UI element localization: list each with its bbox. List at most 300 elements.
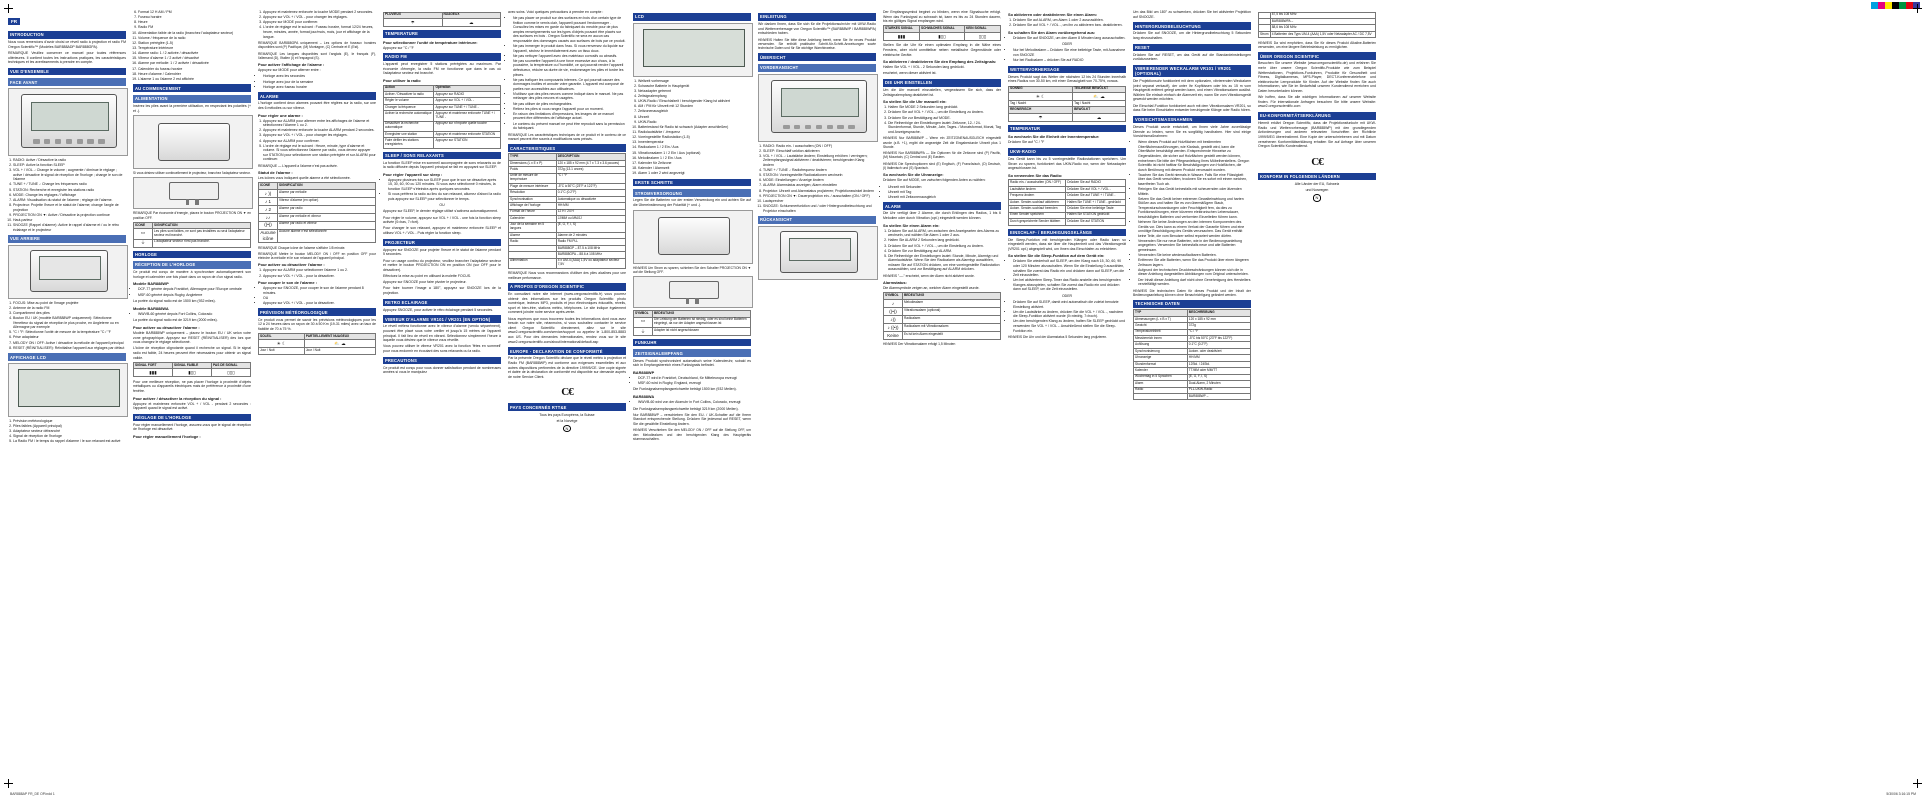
erste-t1: Legen Sie die Batterien vor der ersten Verwendung ein und achten Sie auf die Übereinstimmung der Polarität (+ und -). bbox=[633, 198, 751, 207]
column-fr-alarm bbox=[258, 10, 376, 770]
proj-t6-fr: Pour un usage continu du projecteur, veuillez brancher l'adaptateur secteur et mettre le bouton PROJECTION ON en position ON (sur OFF pour le désactiver). bbox=[383, 258, 501, 272]
table-cell: Vibrationsalarm (optional) bbox=[903, 307, 1001, 315]
list-item: 3. VOL + / VOL -: Lautstärke ändern; Einstellung erhöhen / verringern; Zeitempfangssignal aktivieren / deaktivieren; beruhigenden Klang ändern bbox=[763, 154, 876, 168]
table-header: Opération bbox=[434, 85, 501, 91]
table-header: DESCRIPTION bbox=[556, 154, 625, 160]
section-temperature-fr: TEMPERATURE bbox=[383, 30, 501, 38]
alarme-remark3: REMARQUE Mettre le bouton MELODY ON / OFF en position OFF pour éteindre la mélodie et le son relaxant de l'appareil principal. bbox=[258, 251, 376, 261]
vibration-t1: Die Projektionsuhr funktioniert mit dem optionalen, vibrierenden Weckalarm (wird separat verkauft), der unter Ihr Kopfkissen oder bis zu 15 m vom Hauptgerät entfernt gelegt werden kann, und einen Vibrationsalarm auslöst. Wählen Sie einfach einfach die Alarmzeit ein, wann Sie vom Vibrationsgerät geweckt werden möchten. bbox=[1133, 78, 1251, 102]
list-item: 16. Melodiealarm 1 / 2 Ein / Aus bbox=[638, 156, 751, 161]
subsection-affichage-lcd: AFFICHAGE LCD bbox=[8, 353, 126, 361]
cloudy-icon-de: ☁ bbox=[1073, 113, 1126, 121]
list-item: 11. Radiolautstärke / -frequenz bbox=[638, 130, 751, 135]
table-cell: Alarme bbox=[509, 232, 557, 238]
section-apropos: A PROPOS D'OREGON SCIENTIFIC bbox=[508, 283, 626, 291]
rainy-icon-de: ☂ bbox=[1009, 113, 1073, 121]
section-retro-fr: RETRO ECLAIRAGE bbox=[383, 299, 501, 307]
list-item: 3. Drücken Sie zur Bestätigung auf MODE. bbox=[888, 116, 1001, 121]
section-projecteur-fr: PROJECTEUR bbox=[383, 239, 501, 247]
section-horloge: HORLOGE bbox=[133, 251, 251, 259]
section-uhr-einstellen: DIE UHR EINSTELLEN bbox=[883, 79, 1001, 87]
list-item: 5. °C / °F: Sélectionne l'unité de mesure de la température °C / °F bbox=[13, 330, 126, 335]
table-cell: TT/MM oder MM/TT bbox=[1187, 368, 1250, 374]
uhr-remark2: HINWEIS Nur BAR888WPA — Die Optionen für die Zeitzone sind (P) Pacific, (M) Mountain, (C) Central und (E) Eastern. bbox=[883, 151, 1001, 160]
rear-view-illustration bbox=[8, 245, 128, 299]
table-cell: 88,6 bis 108 MHz bbox=[1270, 25, 1375, 31]
alarme-sub3: Pour activer ou désactiver l'alarme : bbox=[258, 262, 325, 268]
weather-table-de bbox=[1008, 86, 1126, 122]
list-item: 1. RADIO: Active / Désactive la radio bbox=[13, 158, 126, 163]
alarm-icon-table-fr bbox=[258, 182, 376, 243]
de-or: ODER bbox=[1061, 42, 1073, 47]
front-view-illustration-de bbox=[758, 74, 878, 142]
adapter-note: Si vous désirez utiliser continuellement le projecteur, branchez l'adaptateur secteur. bbox=[133, 171, 251, 176]
list-item: 7. Zeitzonenausgleich bbox=[638, 109, 751, 114]
table-cell: Lautstärke ändern bbox=[1009, 186, 1066, 192]
list-item: • DCF-77 génère depuis Frankfort, Allemagne pour l'Europe centrale bbox=[138, 287, 251, 292]
de-alarm-toggle-title: So aktivieren oder deaktivieren Sie einen Alarm: bbox=[1008, 12, 1097, 17]
adapter-off-icon: ⏚ bbox=[134, 239, 153, 247]
list-item: 5. STATION: Voreingestellte Radiostationen wechseln bbox=[763, 173, 876, 178]
table-cell: Affichage de l'horloge bbox=[509, 203, 557, 209]
table-header: SYMBOL bbox=[884, 293, 903, 299]
symbol-meaning-table-de bbox=[633, 310, 751, 336]
n-mark-de: N bbox=[1258, 194, 1376, 201]
list-item: • Uhrzeit mit Sekunden bbox=[888, 185, 1001, 190]
sunny-icon: ☀ ☾ bbox=[259, 340, 305, 348]
table-cell: Wochentag in 5 Sprachen bbox=[1134, 374, 1188, 380]
column-fr-power-clock bbox=[133, 10, 251, 770]
radio-operation-table-fr bbox=[383, 85, 501, 149]
table-cell: 120 x 185 x 92 mm (4.7 x 7.3 x 3.6 pouces) bbox=[556, 160, 625, 166]
table-header: SCHWACHES SIGNAL bbox=[920, 26, 965, 32]
table-cell: Alarm bbox=[1134, 381, 1188, 387]
about-de-t2: Wir hoffen, dass Sie alle wichtigen Informationen auf unserer Website finden. Für internationale Anfragen besuchen Sie bitte unsere Website: www2.oregonscientific.com bbox=[1258, 95, 1376, 109]
column-de-weather-radio bbox=[1008, 10, 1126, 770]
list-item: 6. MODE: Change les réglages / l'affichage bbox=[13, 193, 126, 198]
front-view-illustration bbox=[8, 88, 128, 156]
table-header: BESCHREIBUNG bbox=[1187, 310, 1250, 316]
table-cell: Drücken Sie auf STATION bbox=[1066, 219, 1126, 225]
list-item: • Ne pas nettoyer l'appareil avec des matériaux corrosifs ou abrasifs. bbox=[513, 54, 626, 59]
table-cell: Appuyez et maintenez enfoncée TUNE + / TUNE - bbox=[434, 111, 501, 121]
table-cell: Alarme par mélodie bbox=[278, 189, 376, 197]
proj-t5-fr: Appuyez sur SNOOZE pour projeter l'heure et le statut de l'alarme pendant 5 secondes. bbox=[383, 247, 501, 257]
section-erste-schritte: ERSTE SCHRITTE bbox=[633, 179, 751, 187]
section-europe-conformite: EUROPE - DECLARATION DE CONFORMITÉ bbox=[508, 347, 626, 355]
table-cell: Dual-Alarm, 2 Minuten bbox=[1187, 381, 1250, 387]
ce-mark-de: C€ bbox=[1311, 155, 1323, 168]
list-item: 2. Drücken Sie auf VOL + / VOL -, um ihn zu aktivieren bzw. deaktivieren. bbox=[1013, 23, 1126, 28]
section-eu-konformitaet: EU-KONFORMITÄTSERKLÄRUNG bbox=[1258, 112, 1376, 120]
table-cell: Halten Sie STATION gedrückt bbox=[1066, 212, 1126, 218]
icon-meaning-table-fr bbox=[133, 222, 251, 248]
weather-table-fr-1 bbox=[258, 333, 376, 355]
table-header: STARKES SIGNAL bbox=[884, 26, 920, 32]
table-cell: Drücken Sie eine beliebige Taste bbox=[1066, 206, 1126, 212]
reglage-sub: Pour régler manuellement l'horloge : bbox=[133, 434, 201, 440]
table-cell: Jour / Nuit bbox=[259, 348, 305, 354]
list-item: 19. Alarm 1 oder 2 wird angezeigt bbox=[638, 171, 751, 176]
uhr-t1: Um die Uhr manuell einzustellen, vergewissern Sie sich, dass der Zeitsignalempfang deaktiviert ist. bbox=[883, 88, 1001, 97]
vibration-t2: Die Einschlaf-Funktion funktioniert auch mit dem Vibrationsalarm VR201, so dass Sie beim Einschlafen entweder beruhigende Klänge oder Radio hören. bbox=[1133, 103, 1251, 113]
table-cell: Die Leistung der Batterien ist niedrig, oder es sind keine Batterien eingelegt, da nur der Adapter angeschlossen ist bbox=[653, 317, 751, 327]
sleep-t2-fr: Appuyez sur SLEEP, le dernier réglage utilisé s'activera automatiquement. bbox=[383, 209, 499, 214]
list-item: 1. Appuyez sur ALARM pour alterner entre les affichages de l'alarme et sélectionnez l'Alarme 1 ou 2. bbox=[263, 119, 376, 128]
list-item: 17. Kalender für Zeitzone bbox=[638, 161, 751, 166]
alarm-de-sub2: Alarmstatus: bbox=[883, 280, 907, 286]
table-cell: Autom. oder deaktiviert bbox=[1187, 348, 1250, 354]
list-item: • Um den beruhigenden Klang zu ändern, halten Sie SLEEP gedrückt und verwenden Sie VOL + / VOL -. Anschließend stellen Sie die Sleep-Funktion ein. bbox=[1013, 319, 1126, 333]
list-item: • Horloge avec les secondes bbox=[263, 74, 376, 79]
lcd-illustration-de bbox=[633, 23, 753, 77]
table-cell: Tag / Nacht bbox=[1009, 101, 1073, 107]
hintergrund-t1: Drücken Sie auf SNOOZE, um die Hintergrundbeleuchtung 5 Sekunden lang einzuschalten. bbox=[1133, 31, 1251, 40]
weather-table-fr-2 bbox=[383, 12, 501, 27]
list-item: • Nehmen Sie keine Änderungen an den internen Komponenten des Geräts vor. Dies kann zu einem Verlust der Garantie führen und eine unnötige Beschädigung des Geräts verursachen. Das Gerät enthält keine Teile, die vom Benutzer selbst repariert werden dürfen. bbox=[1138, 220, 1251, 238]
pays-t2: et la Norvège bbox=[556, 418, 578, 423]
list-item: 17. Calendrier du fuseau horaire bbox=[138, 67, 251, 72]
table-cell: Alarme par radio et vibreur bbox=[278, 221, 376, 229]
section-einschlafklaenge: EINSCHLAF- / BERUHIGUNGSKLÄNGE bbox=[1008, 229, 1126, 237]
section-au-commencement: AU COMMENCEMENT bbox=[133, 84, 251, 92]
table-cell: Radio bbox=[1134, 387, 1188, 393]
table-cell: HH:MM bbox=[1187, 355, 1250, 361]
signal-strength-table-fr bbox=[133, 362, 251, 377]
list-item: 12. Voreingestellte Radiostation (1-5) bbox=[638, 135, 751, 140]
reset-t1: Drücken Sie auf RESET, um das Gerät auf die Standardeinstellungen zurückzusetzen. bbox=[1133, 52, 1251, 62]
cloudy-icon: ☁ bbox=[442, 18, 501, 26]
subsection-vue-arriere: VUE ARRIERE bbox=[8, 235, 126, 243]
de-snooze-title: So schalten Sie den Alarm vorübergehend aus: bbox=[1008, 29, 1096, 35]
table-header: SYMBOL bbox=[634, 311, 653, 317]
list-item: • Le contenu du présent manuel ne peut être reproduit sans la permission du fabriquant. bbox=[513, 122, 626, 131]
list-item: 11. SNOOZE: Schlummerfunktion und / oder Hintergrundbeleuchtung und Projektor einschalten bbox=[763, 204, 876, 213]
section-caracteristiques: CARACTERISTIQUES bbox=[508, 144, 626, 152]
table-header: BEDEUTUNG bbox=[653, 311, 751, 317]
table-cell: Auflösung bbox=[1134, 342, 1188, 348]
table-cell: Unité de mesure de température bbox=[509, 173, 557, 183]
table-header: SONNIG bbox=[1009, 86, 1073, 92]
list-item: 6. Format 12 H AM / PM bbox=[138, 10, 251, 15]
einschlaf-or: ODER bbox=[1061, 293, 1073, 298]
list-item: 10. Haut-parleur bbox=[13, 218, 126, 223]
list-item: • Reinigen Sie das Gerät keinesfalls mit scheuernden oder ätzenden Mitteln. bbox=[1138, 187, 1251, 196]
battery-low-icon: ▭ bbox=[134, 229, 153, 239]
intro-p2: REMARQUE Veuillez conserver ce manuel pour toutes références ultérieures. Il contient toutes les instructions pratiques, les caractéristiques techniques et les avertissements à prendre en compte. bbox=[8, 50, 126, 65]
list-item: 4. Bouton EU / UK (modèle BAR888WP uniquement): Sélectionne l'émetteur du signal de réception le plus proche, en Angleterre ou en Allemagne par exemple bbox=[13, 316, 126, 330]
no-alarm-icon-de: Keine bbox=[884, 331, 903, 339]
alarm-display-text: Appuyez sur MODE pour alterner entre : bbox=[258, 68, 321, 73]
erste-remark: HINWEIS Um Strom zu sparen, schieben Sie den Schalter PROJECTION ON ▼ auf die Stellung OFF. bbox=[633, 265, 751, 274]
table-cell: Durch gespeicherte Sender blättern bbox=[1009, 219, 1066, 225]
list-item: • Nur bei Radioalarm – drücken Sie auf RADIO bbox=[1013, 58, 1126, 63]
table-cell: Autom. Sender-suchlauf beenden bbox=[1009, 206, 1066, 212]
alarm-steps bbox=[258, 119, 376, 162]
section-reset-de: RESET bbox=[1133, 44, 1251, 52]
table-cell: Dimensions (L x E x P) bbox=[509, 160, 557, 166]
table-cell: BAR888WP – bbox=[1187, 393, 1250, 399]
list-item: 3. Netzadapter getrennt bbox=[638, 89, 751, 94]
alarme-sub4: Pour couper le son de l'alarme : bbox=[258, 280, 317, 286]
column-fr-radio-sleep bbox=[383, 10, 501, 770]
list-item: 3. Appuyez sur VOL + / VOL - pour changer les réglages. bbox=[263, 133, 376, 138]
table-cell: BAR888GP – 87.5 à 108 MHz bbox=[556, 245, 625, 251]
wetter-t1: Dieses Produkt sagt das Wetter der nächsten 12 bis 24 Stunden innerhalb eines Radius von 30-50 km, mit einer Genauigkeit von 70-75%, voraus. bbox=[1008, 74, 1126, 84]
alarme-t1: L'horloge contient deux alarmes pouvant être réglées sur la radio, sur une des 6 mélodies ou sur vibreur. bbox=[258, 101, 376, 110]
list-item: • Setzen Sie das Gerät keiner extremen Gewalteinwirkung und harten Stößen aus und halten Sie es von übermäßigem Staub, Temperaturschwankungen oder Feuchtigkeit fern, da dies zu Funktionsstörungen, einer kürzeren elektronischen Lebensdauer, beschädigten Batterien und verformten Einzelteilen führen kann. bbox=[1138, 197, 1251, 220]
section-hintergrundbeleuchtung: HINTERGRUNDBELEUCHTUNG bbox=[1133, 22, 1251, 30]
de-signal-sub1: So aktivieren / deaktivieren Sie den Empfang des Zeitsignals: bbox=[883, 59, 997, 65]
table-cell: Appuyez sur n'importe quelle touche bbox=[434, 121, 501, 131]
list-item: 9. PROJECTION ON ▼: Active / Désactive la projection continue bbox=[13, 213, 126, 218]
table-header: SIGNIFICATION bbox=[278, 183, 376, 189]
table-header: SIGNIFICATION bbox=[153, 222, 251, 228]
table-cell: Drücken Sie auf RADIO bbox=[1066, 180, 1126, 186]
sleep-sub-fr: Pour régler l'appareil sur sleep : bbox=[383, 171, 443, 177]
subsection-zeitsignalempfang: ZEITSIGNALEMPFANG bbox=[633, 349, 751, 357]
alimentation-text: Insérez les piles avant la première utilisation, en respectant les polarités (+ et -). bbox=[133, 104, 251, 113]
list-item: 1. RADIO: Radio ein- / ausschalten (ON / OFF) bbox=[763, 144, 876, 149]
list-item: 1. Appuyez et maintenez enfoncée la touche MODE pendant 2 secondes. bbox=[263, 10, 376, 15]
table-cell: 0.1°C (0.2°F) bbox=[556, 190, 625, 196]
column-de-about bbox=[1258, 10, 1376, 770]
table-header: PARTIELLEMENT NUAGEUX bbox=[304, 333, 375, 339]
list-item: • Ne pas placer ce produit sur des surfaces en bois d'un certain type de finition comme le vernis clair, l'appareil pouvant l'endommager . Consultez les mises en garde du fabriquant du meuble pour de plus amples renseignements sur les types d'objets pouvant être placés sur des surfaces en bois . Oregon Scientific ne sera en aucun cas responsable des dommages causés aux surfaces de bois par ce produit. bbox=[513, 16, 626, 43]
list-item: 2. Halten Sie ALARM 2 Sekunden lang gedrückt. bbox=[888, 238, 1001, 243]
radio-vibration-icon: ((•)) bbox=[259, 221, 278, 229]
table-header: ICONE bbox=[259, 183, 278, 189]
de-battery-remark: HINWEIS Da wird empfohlen, dass Sie für dieses Produkt Alkaline-Batterien verwenden, um eine längere Betriebsleistung zu ermöglichen. bbox=[1258, 40, 1376, 50]
europe-t1: Par la présente Oregon Scientific déclare que le réveil météo à projection et Radio FM (BAR888WP) est conforme aux exigences essentielles et aux autres dispositions pertinentes de la directive 1999/5/CE. Une copie signée et datée de la déclaration de conformité est disponible sur demande auprès de notre Service Client. bbox=[508, 356, 626, 379]
einschlaf-sub: So stellen Sie die Sleep-Funktion auf dem Gerät ein: bbox=[1008, 253, 1105, 259]
melody-vibration-icon: ♪♪ bbox=[259, 213, 278, 221]
signal-strength-table-de bbox=[883, 25, 1001, 40]
list-item: 5. UKW-Radio / Einschlafzeit / beruhigender Klang ist aktiviert bbox=[638, 99, 751, 104]
horloge-sub2: Pour activer ou désactiver l'alarme : bbox=[133, 324, 200, 330]
partly-cloudy-icon-de: ⛅ ☁ bbox=[1073, 93, 1126, 101]
freq-table-de bbox=[1258, 12, 1376, 39]
list-item: 16. Alarme par mélodie: 1 / 2 activée / désactivée bbox=[138, 61, 251, 66]
no-alarm-icon: Aucune icône bbox=[260, 230, 276, 241]
table-cell: Strom bbox=[1259, 31, 1271, 37]
list-item: • Si vous préférez la radio au lieu du son relaxant, allumez d'abord la radio puis appuyez sur SLEEP pour sélectionner le temps. bbox=[388, 192, 501, 201]
alarm-display-title: Pour activer l'affichage de l'alarme : bbox=[258, 62, 325, 68]
adapter-illustration bbox=[133, 177, 253, 209]
alarme-sub1: Pour régler une alarme : bbox=[258, 112, 303, 118]
column-de-lcd bbox=[633, 10, 751, 770]
list-item: 8. Uhrzeit bbox=[638, 115, 751, 120]
signal-none-icon: ▯▯▯ bbox=[212, 369, 251, 377]
section-konform-laender: KONFORM IN FOLGENDEN LÄNDERN bbox=[1258, 173, 1376, 181]
precautions-lead-fr: avec soins. Voici quelques précautions à prendre en compte : bbox=[508, 10, 604, 14]
temp-de-t1: Drücken Sie auf °C / °F bbox=[1008, 140, 1045, 145]
battery-low-icon-de: ▭ bbox=[634, 317, 653, 327]
temperature-t1-fr: Appuyez sur °C / °F bbox=[383, 45, 414, 50]
list-item: 10. Batteriestand für Radio ist schwach (Adapter anschließen) bbox=[638, 125, 751, 130]
lcd-list bbox=[8, 419, 126, 444]
vorsicht-remark: HINWEIS Die technischen Daten für dieses Produkt und der Inhalt der Bedienungsanleitung können ohne Benachrichtigung geändert werden. bbox=[1133, 288, 1251, 297]
radio-vibration-icon-de: ♪ ((•)) bbox=[884, 323, 903, 331]
signal-none-icon-de: ▯▯▯ bbox=[964, 32, 1000, 40]
table-cell: Tag / Nacht bbox=[1073, 101, 1126, 107]
list-item: • MSF-60 généré depuis Rugby, Angleterre bbox=[138, 293, 251, 298]
table-cell: 12 H / 24 H bbox=[556, 209, 625, 215]
table-cell: °C / °F bbox=[1187, 329, 1250, 335]
list-item: 11. Volume / fréquence de la radio bbox=[138, 36, 251, 41]
list-item: 5. STATION: Recherche et enregistre les stations radio bbox=[13, 188, 126, 193]
precautions-bullets-fr bbox=[508, 16, 626, 130]
list-item: 5. L'ordre de réglage est le suivant : Heure, minute, type d'alarme et volume. Si vous sélectionnez l'alarme par radio, vous devrez appuyer sur STATION pour sélectionner une station préréglée et sur ALARM pour continuer. bbox=[263, 144, 376, 162]
table-header: SIGNAL FORT bbox=[134, 362, 173, 368]
horloge-range-eu: La portée du signal radio est de 1500 km (932 miles). bbox=[133, 299, 216, 304]
section-vibreur-fr: VIBREUR D'ALARME VR101 / VR201 (EN OPTION) bbox=[383, 315, 501, 323]
table-cell: Frequenz ändern bbox=[1009, 193, 1066, 199]
list-item: 12. Station prérèglée (1-5) bbox=[138, 41, 251, 46]
table-cell: Alarme de 2 minutes bbox=[556, 232, 625, 238]
eu-t1: Hiermit erklärt Oregon Scientific, dass die Projektionsfunkuhr mit UKW-Radio und Wettervorhersage (BAR888WP) mit den grundlegenden Anforderungen und anderen relevanten Vorschriften der Richtlinie 1999/5/EG übereinstimmt. Eine Kopie der unterschriebenen und mit Datum versehenen Konformitätserklärung erhalten Sie auf Anfrage über unseren Oregon Scientific Kundendienst. bbox=[1258, 121, 1376, 149]
specs-remark-fr: REMARQUE Les caractéristiques techniques de ce produit et le contenu de ce manuel peuvent être soumis à modifications sans préavis. bbox=[508, 132, 626, 141]
table-cell: Adapter ist nicht angeschlossen bbox=[653, 327, 751, 335]
table-cell: Aucune alarme n'est sélectionnée bbox=[278, 229, 376, 242]
table-cell: Drücken Sie auf TUNE + / TUNE - bbox=[1066, 193, 1126, 199]
list-item: 11. SNOOZE (Rappel d'alarme): Active le rappel d'alarme et / ou le rétro éclairage et le projecteur bbox=[13, 223, 126, 232]
sleep-or-fr: OU bbox=[439, 203, 445, 208]
list-item: 3. VOL + / VOL -: Change le volume ; augmente / diminue le réglage ; active / désactive le signal de réception de l'horloge ; change le son de l'alarme bbox=[13, 168, 126, 182]
proj-t7-fr: Effectuez la mise au point en utilisant la molette FOCUS. bbox=[383, 273, 472, 278]
projection-remark: REMARQUE Par économie d'énergie, placez le bouton PROJECTION ON ▼ en position OFF. bbox=[133, 211, 251, 220]
table-cell: Radio bbox=[509, 239, 557, 245]
language-flag-fr: FR bbox=[8, 18, 20, 25]
list-item: 3. Compartiment des piles bbox=[13, 311, 126, 316]
subsection-stromversorgung: STROMVERSORGUNG bbox=[633, 189, 751, 197]
table-cell: Appuyez sur RADIO bbox=[434, 91, 501, 97]
table-cell: -5°C bis 50°C (23°F bis 122°F) bbox=[1187, 336, 1250, 342]
table-header: TYP bbox=[1134, 310, 1188, 316]
alarm-de-t2: Die Alarmsymbole zeigen an, welcher Alarm eingestellt wurde. bbox=[883, 286, 980, 291]
melody-alarm-icon-de: ♪ bbox=[884, 299, 903, 307]
table-header: Action bbox=[384, 85, 434, 91]
list-item: 3. Adaptateur secteur débranché bbox=[13, 429, 126, 434]
section-ueber-oregon: ÜBER OREGON SCIENTIFIC bbox=[1258, 52, 1376, 60]
battery-illustration bbox=[133, 115, 253, 169]
list-item: 6. AM / PM für Uhrzeit mit 12 Stunden bbox=[638, 104, 751, 109]
temperature-sub-fr: Pour sélectionner l'unité de température intérieure: bbox=[383, 39, 478, 45]
table-cell: JJ/MM ou MM/JJ bbox=[556, 216, 625, 222]
subsection-rueckansicht: RÜCKANSICHT bbox=[758, 216, 876, 224]
list-item: 8. Projektor: Uhrzeit und Alarmstatus projizieren; Projektionswinkel ändern bbox=[763, 189, 876, 194]
list-item: • Ne pas soumettre l'appareil à une force excessive aux chocs, à la poussière, la température ou l'humidité, ce qui pourrait rendre l'appareil défectueux, réduire sa durée de vie, endommager les piles et tordre les pièces. bbox=[513, 59, 626, 77]
table-cell: Radio FM PLL bbox=[556, 239, 625, 245]
subsection-alimentation: ALIMENTATION bbox=[133, 95, 251, 103]
lcd-list-cont bbox=[133, 10, 251, 81]
column-de-clock-alarm bbox=[883, 10, 1001, 770]
list-item: • Ne pas trafiquer les composants internes. Ce qui pourrait causer des dommages inutiles et annuler votre garantie. L'appareil est composé de parties non accessibles aux utilisateurs. bbox=[513, 78, 626, 92]
model-bar888wp: Modèle BAR888WP bbox=[133, 281, 169, 287]
list-item: 2. Schwache Batterie in Hauptgerät bbox=[638, 84, 751, 89]
table-header: BEWÖLKT bbox=[1073, 107, 1126, 113]
list-item: • DCF-77 wird in Frankfort, Deutschland, für Mitteleuropa erzeugt bbox=[638, 376, 751, 381]
table-cell: Gewicht bbox=[1134, 323, 1188, 329]
table-cell: Activer la recherche automatique bbox=[384, 111, 434, 121]
horloge-t7: L'icône de réception clignotante quand il recherche un signal. Si le signal radio est faible, 24 heures peuvent être nécessaires pour obtenir un signal valide. bbox=[133, 346, 251, 360]
list-item: • Appuyez sur VOL + / VOL - pour la désactiver. bbox=[263, 301, 376, 306]
konform-t2: und Norwegen bbox=[1305, 188, 1329, 193]
list-item: • Drücken Sie auf SNOOZE, um den Alarm 8 Minuten lang auszuschalten. bbox=[1013, 36, 1126, 41]
radio-alarm-icon: ♪ 2 bbox=[259, 205, 278, 213]
table-cell: Messbereich innen bbox=[1134, 336, 1188, 342]
de-proj-t1: Um das Bild um 180° zu schwenken, drücken Sie bei aktivierter Projektion auf SNOOZE. bbox=[1133, 10, 1251, 19]
section-alarm-de: ALARM bbox=[883, 202, 1001, 210]
apropos-t2: Nous espérons que nous trouverez toutes les informations dont vous avez besoin sur notre site, néanmoins, si vous souhaitez contacter le service client Oregon Scientific directement, allez sur le site www2.oregonscientific.com/service/support ou appelez le 1-800-853-8883 aux US. Pour des demandes internationales, rendez vous sur le site www2.oregonscientific.com/about/international/default.asp bbox=[508, 316, 626, 344]
radio-alarm-icon-de: ♪)) bbox=[884, 315, 903, 323]
battery-remark-fr: REMARQUE Nous vous recommandons d'utiliser des piles alcalines pour une meilleure performance. bbox=[508, 271, 626, 280]
list-item: • MSF-60 wird in Rugby, England, erzeugt bbox=[638, 381, 751, 386]
funkuhr-t1: Dieses Produkt synchronisiert automatisch seine Kalenderuhr, sobald es sich in Empfangsbereich eines Funksignals befindet. bbox=[633, 358, 751, 368]
table-cell: Halten Sie TUNE + / TUNE - gedrückt bbox=[1066, 199, 1126, 205]
uhr-sub2: So wechseln Sie die Uhranzeige: bbox=[883, 172, 944, 178]
list-item: 9. Radio FM bbox=[138, 25, 251, 30]
list-item: • Drücken Sie wiederholt auf SLEEP, um den Klang nach 15, 30, 60, 90 oder 120 Minuten abzuschalten. Wenn Sie die Einstellung 0 auswählen, schalten Sie zuerst das Radio ein und drücken dann auf SLEEP, um die Zeit einzustellen. bbox=[1013, 259, 1126, 277]
table-cell: Désactiver la recherche automatique bbox=[384, 121, 434, 131]
list-item: 8. Heure bbox=[138, 20, 251, 25]
table-cell: Synchronisierung bbox=[1134, 348, 1188, 354]
section-pays-rtte: PAYS CONCERNÉS RTT&E bbox=[508, 403, 626, 411]
list-item: • Drücken Sie auf SLEEP, damit wird automatisch die zuletzt benutzte Einstellung aktiviert. bbox=[1013, 300, 1126, 309]
table-cell: 372g (13.1 onces) bbox=[556, 167, 625, 173]
section-technische-daten: TECHNISCHE DATEN bbox=[1133, 300, 1251, 308]
einleitung-t1: Wir danken Ihnen, dass Sie sich für die Projektionsuhr/uhr mit UKW-Radio und Wetterverhersage von Oregon Scientific™ (BAR888WP / BAR888WPA) entschieden haben. bbox=[758, 22, 876, 36]
list-item: 4. Die Reihenfolge der Einstellungen lautet: Zeitzone, 12- / 24-Stundenformat, Stunde, Minute, Jahr, Tages- / Monatsformat, Monat, Tag und Anzeigesprache. bbox=[888, 121, 1001, 135]
table-cell: Plage de mesure intérieure bbox=[509, 183, 557, 189]
de-signal-t3: Halten Sie VOL + / VOL - 2 Sekunden lang gedrückt. bbox=[883, 65, 965, 70]
list-item: • Retirez les piles si vous rangez l'appareil pour un moment. bbox=[513, 107, 626, 112]
crop-mark bbox=[4, 779, 13, 788]
list-item: 6. Prise adaptateur bbox=[13, 335, 126, 340]
list-item: 4. Drücken Sie zur Bestätigung auf ALARM. bbox=[888, 249, 1001, 254]
table-cell: PLL-UKW-Radio bbox=[1187, 387, 1250, 393]
table-cell: Changer la fréquence bbox=[384, 104, 434, 110]
table-cell: Kalender bbox=[1134, 368, 1188, 374]
list-item: 18. Heure d'alarme / Calendrier bbox=[138, 72, 251, 77]
remark-languages-fr: REMARQUE Les langues disponibles sont l'anglais (E), le français (F), l'allemand (D), l'italien (I) et l'espagnol (S). bbox=[258, 51, 376, 60]
list-item: 1. Weltzeit vorhersage bbox=[638, 79, 751, 84]
list-item: 3. Drücken Sie auf VOL + / VOL -, um die Einstellung zu ändern. bbox=[888, 244, 1001, 249]
table-cell: Radioalarm mit Vibrationsalarm bbox=[903, 323, 1001, 331]
list-item: • Um bei aktiviertem Sleep-Timer das Radio anstelle des beruhigenden Klanges abzuspielen, schalten Sie zuerst das Radio ein und drücken dann auf SLEEP, um die Zeit einzustellen. bbox=[1013, 278, 1126, 292]
section-sleep-fr: SLEEP / SONS RELAXANTS bbox=[383, 152, 501, 160]
melody-alarm-icon: ♪ )) bbox=[259, 189, 278, 197]
table-cell: Einen Sender speichern bbox=[1009, 212, 1066, 218]
model-bar888wa: Modèle BAR888WA bbox=[133, 305, 169, 311]
list-item: 3. Appuyez sur MODE pour confirmer. bbox=[263, 20, 376, 25]
alarm-symbol-table-de bbox=[883, 292, 1001, 339]
apropos-t1: En consultant notre site internet (www.oregonscientific.fr) vous pourrez obtenir des informations sur les produits Oregon Scientific: photo numérique, lecteurs MP3, produits et jeux électroniques éducatifs, réveils, sport et bien-être, stations météo, téléphones. Le site indique également comment joindre notre service après-vente. bbox=[508, 292, 626, 315]
list-item: 2. Appuyez sur VOL + / VOL - pour la désactiver. bbox=[263, 274, 376, 279]
list-item: 2. Piles faibles (Appareil principal) bbox=[13, 424, 126, 429]
list-item: • Nur bei Melodiealarm – Drücken Sie eine beliebige Taste, mit Ausnahme von SNOOZE bbox=[1013, 48, 1126, 57]
table-header: SOLEIL bbox=[259, 333, 305, 339]
list-item: 8. RESET (RÉINITIALISER): Réinitialise l'appareil aux réglages par défaut bbox=[13, 346, 126, 351]
alarme-remark: REMARQUE — L'appareil a l'alarme n'est pas activée. bbox=[258, 163, 338, 168]
alarm-de-t1: Die Uhr verfügt über 2 Alarme, die durch Erklingen des Radios, 1 bis 6 Melodien oder durch Vibration (opt.) eingestellt werden können. bbox=[883, 211, 1001, 221]
list-item: • Appuyez plusieurs fois sur SLEEP pour que le son se désactive après 15, 30, 60, 90 ou 120 minutes. Si vous avez sélectionné 0 minutes, la fonction SLEEP s'éteindra après quelques secondes. bbox=[388, 178, 501, 192]
table-cell: Autom. Sender-suchlauf aktivieren bbox=[1009, 199, 1066, 205]
list-item: • Uhrzeit mit Zeitzonenausgleich bbox=[888, 195, 1001, 200]
section-vorsichtsmassnahmen: VORSICHTSMASSNAHMEN bbox=[1133, 116, 1251, 124]
table-cell: BAR888GPA – 88.6 à 108 MHz bbox=[556, 252, 625, 258]
table-header: ICONE bbox=[134, 222, 153, 228]
